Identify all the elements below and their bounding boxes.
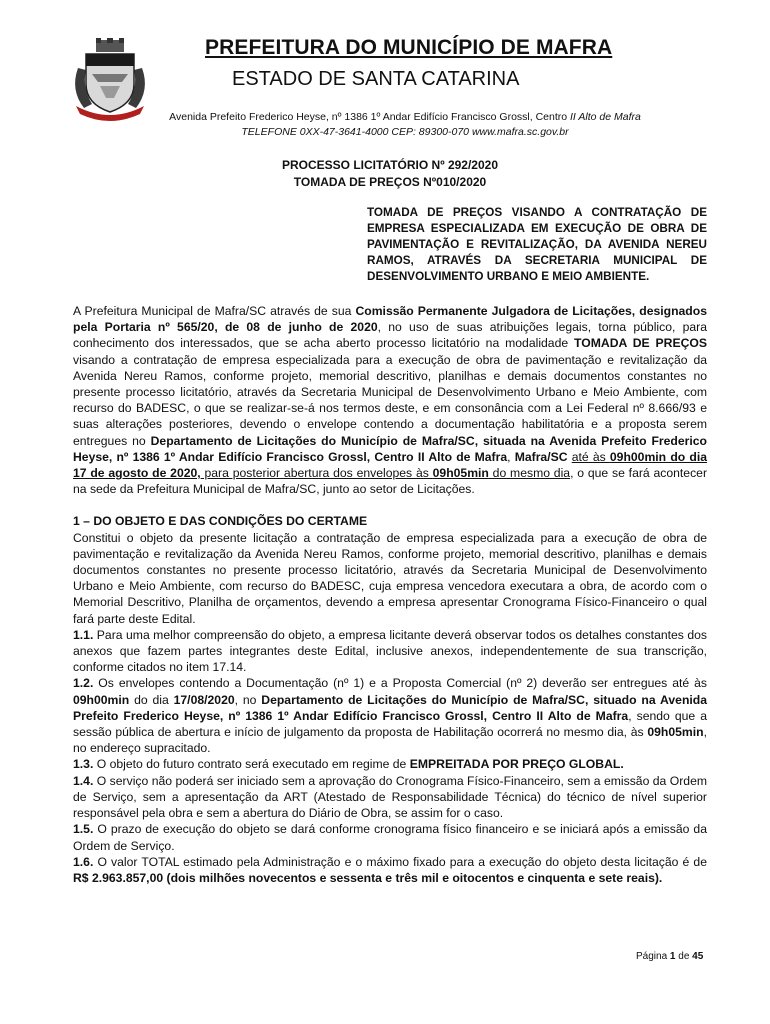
item-regime: EMPREITADA POR PREÇO GLOBAL. [409, 757, 624, 772]
page-number [636, 951, 703, 962]
address-line [0, 111, 770, 123]
municipal-coat-of-arms-icon [70, 38, 150, 122]
municipality-title: PREFEITURA DO MUNICÍPIO DE MAFRA [205, 36, 613, 59]
item-text: , no endereço supracitado. [73, 725, 707, 756]
intro-opening: do mesmo dia [488, 466, 571, 481]
section-1-heading: 1 – DO OBJETO E DAS CONDIÇÕES DO CERTAME [73, 514, 368, 529]
intro-text: A Prefeitura Municipal de Mafra/SC através de sua [73, 304, 356, 318]
intro-opening-time: 09h05min [432, 466, 489, 481]
item-text: O valor TOTAL estimado pela Administração e o máximo fixado para a execução do objeto desta licitação é de [93, 854, 707, 869]
state-title: ESTADO DE SANTA CATARINA [232, 68, 520, 90]
item-number: 1.1. [73, 627, 94, 642]
item-time: 09h05min [647, 725, 704, 740]
item-number: 1.3. [73, 757, 94, 772]
item-number: 1.6. [73, 854, 94, 869]
intro-text: , [507, 449, 515, 464]
document-body [73, 303, 707, 886]
item-time: 09h00min [73, 692, 130, 707]
item-number: 1.5. [73, 822, 94, 837]
object-summary: TOMADA DE PREÇOS VISANDO A CONTRATAÇÃO DE EMPRESA ESPECIALIZADA EM EXECUÇÃO DE OBRA DE PAVIMENTAÇÃO E REVITALIZAÇÃO, DA AVENIDA NEREU RAMOS, ATRAVÉS DA SECRETARIA MUNICIPAL DE DESENVOLVIMENTO URBANO E MEIO AMBIENTE. [367, 206, 707, 283]
item-1-1 [73, 627, 707, 676]
intro-modality: TOMADA DE PREÇOS [574, 336, 708, 351]
intro-opening: para posterior abertura dos envelopes às [200, 466, 433, 481]
item-text: Para uma melhor compreensão do objeto, a empresa licitante deverá observar todos os detalhes constantes dos anexos que fazem partes integrantes deste Edital, inclusive anexos, independentemente de sua transcrição, conforme citados no item 17.14. [73, 627, 707, 675]
item-text: O prazo de execução do objeto se dará conforme cronograma físico financeiro e se iniciará após a emissão da Ordem de Serviço. [73, 822, 707, 853]
intro-commission: Comissão Permanente Julgadora de Licitações, designados pela Portaria nº 565/20, de 08 de junho de 2020 [73, 304, 707, 335]
item-text: O objeto do futuro contrato será executado em regime de [93, 757, 410, 772]
item-date: 17/08/2020 [173, 692, 235, 707]
address-main: Avenida Prefeito Frederico Heyse, nº 1386 1º Andar Edifício Francisco Grossl, Centro [169, 111, 571, 123]
item-text: do dia [129, 692, 174, 707]
item-number: 1.2. [73, 676, 94, 691]
item-text: Os envelopes contendo a Documentação (nº 1) e a Proposta Comercial (nº 2) deverão ser entregues até às [93, 676, 707, 691]
page-of: de [675, 951, 693, 962]
process-number: PROCESSO LICITATÓRIO Nº 292/2020 [282, 158, 498, 172]
item-text: , no [234, 692, 262, 707]
intro-text: visando a contratação de empresa especializada para a execução de obra de pavimentação e revitalização da Avenida Nereu Ramos, conforme projeto, memorial descritivo, planilhas e demais documentos constantes no presente processo licitatório, através da Secretaria Municipal de Desenvolvimento Urbano e Meio Ambiente, com recurso do BADESC, o que se realizar-se-á nos termos deste, e em consonância com a Lei Federal nº 8.666/93 e suas alterações posteriores, devendo o envelope contendo a documentação habilitatória e a proposta serem entregues no [73, 352, 707, 448]
item-1-5 [73, 821, 707, 853]
section-heading [73, 513, 707, 529]
item-text: , sendo que a sessão pública de abertura e início de julgamento da proposta de Habilitação ocorrerá no mesmo dia, às [73, 708, 707, 740]
tender-number: TOMADA DE PREÇOS Nº010/2020 [293, 175, 487, 189]
contact-line: TELEFONE 0XX-47-3641-4000 CEP: 89300-070 www.mafra.sc.gov.br [241, 126, 569, 138]
intro-text: , o que se fará acontecer na sede da Prefeitura Municipal de Mafra/SC, junto ao setor de Licitações. [73, 466, 708, 497]
item-text: O serviço não poderá ser iniciado sem a aprovação do Cronograma Físico-Financeiro, sem a emissão da Ordem de Serviço, sem a apresentação da ART (Atestado de Responsabilidade Técnica) do técnico de nível superior responsável pela obra e sem a abertura do Diário de Obra, se assim for o caso. [73, 773, 707, 821]
spacer [73, 497, 707, 513]
total-pages: 45 [692, 951, 704, 962]
item-total-value: R$ 2.963.857,00 (dois milhões novecentos e sessenta e três mil e oitocentos e cinquenta e sete reais). [73, 870, 663, 885]
intro-city: Mafra/SC [514, 449, 568, 464]
item-number: 1.4. [73, 773, 94, 788]
intro-paragraph [73, 303, 707, 497]
current-page: 1 [669, 951, 676, 962]
item-1-2 [73, 675, 707, 756]
item-1-3 [73, 756, 707, 772]
section-1-text: Constitui o objeto da presente licitação a contratação de empresa especializada para a execução de obra de pavimentação e revitalização da Avenida Nereu Ramos, conforme projeto, memorial descritivo, planilhas e demais documentos constantes no presente processo licitatório, através da Secretaria Municipal de Desenvolvimento Urbano e Meio Ambiente, com recurso do BADESC, cuja empresa vencedora executara a obra, de acordo com o Memorial Descritivo, Planilha de orçamentos, devendo a empresa apresentar Cronograma Físico-Financeiro o qual fará parte deste Edital. [73, 530, 707, 626]
item-location: Departamento de Licitações do Município de Mafra/SC, situado na Avenida Prefeito Frederico Heyse, nº 1386 1º Andar Edifício Francisco Grossl, Centro II Alto de Mafra [73, 692, 707, 723]
address-district: II Alto de Mafra [570, 111, 641, 123]
intro-text: , no uso de suas atribuições legais, torna público, para conhecimento dos interessados, que se acha aberto processo licitatório na modalidade [73, 320, 708, 351]
item-1-4 [73, 773, 707, 822]
intro-deadline-date: 09h00min do dia 17 de agosto de 2020, [73, 449, 707, 481]
page-label: Página [636, 951, 670, 962]
intro-deadline: até às [571, 449, 610, 464]
intro-department: Departamento de Licitações do Município de Mafra/SC, situada na Avenida Prefeito Frederico Heyse, nº 1386 1º Andar Edifício Francisco Grossl, Centro II Alto de Mafra [73, 433, 707, 464]
item-1-6 [73, 854, 707, 886]
